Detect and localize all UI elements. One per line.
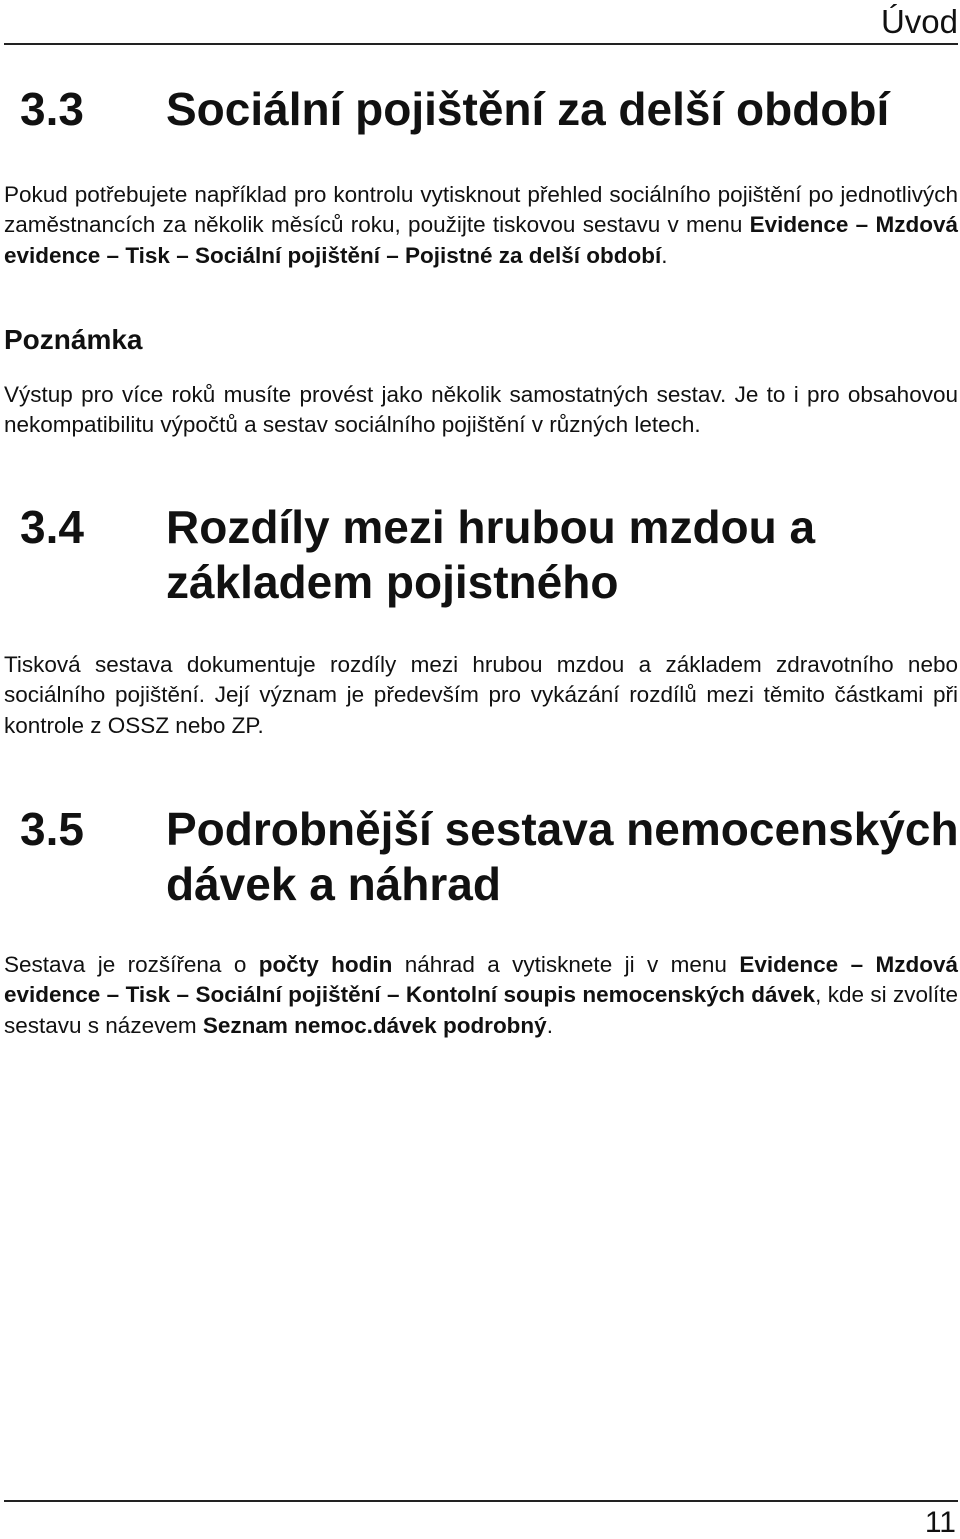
section-number: 3.5 [20,803,84,855]
text-run: . [661,242,668,268]
note-title: Poznámka [4,324,143,355]
page-number: 11 [924,1506,956,1539]
menu-path: Evidence – Mzdová evidence – Tisk – Sociální pojištění – Pojistné za delší období [4,212,958,268]
note-text: Výstup pro více roků musíte provést jako několik samostatných sestav. Je to i pro obsahovou nekompatibilitu výpočtů a sestav sociálního pojištění v různých letech. [4,382,958,438]
running-header: Úvod [880,3,958,40]
section-3-5-paragraph [4,950,958,1041]
section-number: 3.3 [20,83,84,135]
footer-rule [4,1500,958,1502]
text-run: Sestava je rozšířena o [4,952,259,977]
section-title: Rozdíly mezi hrubou mzdou a základem pojistného [166,501,816,608]
bold-term: počty hodin [258,952,393,977]
section-number: 3.4 [20,501,84,553]
report-name: Seznam nemoc.dávek podrobný [202,1012,547,1038]
section-3-4-paragraph: Tisková sestava dokumentuje rozdíly mezi hrubou mzdou a základem zdravotního nebo sociálního pojištění. Její význam je především pro vykázání rozdílů mezi těmito částkami při kontrole z OSSZ nebo ZP. [4,652,958,738]
text-run: Pokud potřebujete například pro kontrolu vytisknout přehled sociálního pojištění po jednotlivých zaměstnancích za několik měsíců roku, použijte tiskovou sestavu v menu [4,182,958,238]
text-run: náhrad a vytisknete ji v menu [392,952,740,977]
section-title: Podrobnější sestava nemocenských dávek a náhrad [166,803,959,910]
header-rule [4,43,958,45]
text-run: , kde si zvolíte sestavu s názevem [4,982,959,1038]
section-3-3-paragraph [4,180,958,271]
text-run: . [546,1012,553,1038]
section-title: Sociální pojištění za delší období [166,83,890,135]
menu-path: Evidence – Mzdová evidence – Tisk – Sociální pojištění – Kontolní soupis nemocenských dávek [4,952,958,1008]
